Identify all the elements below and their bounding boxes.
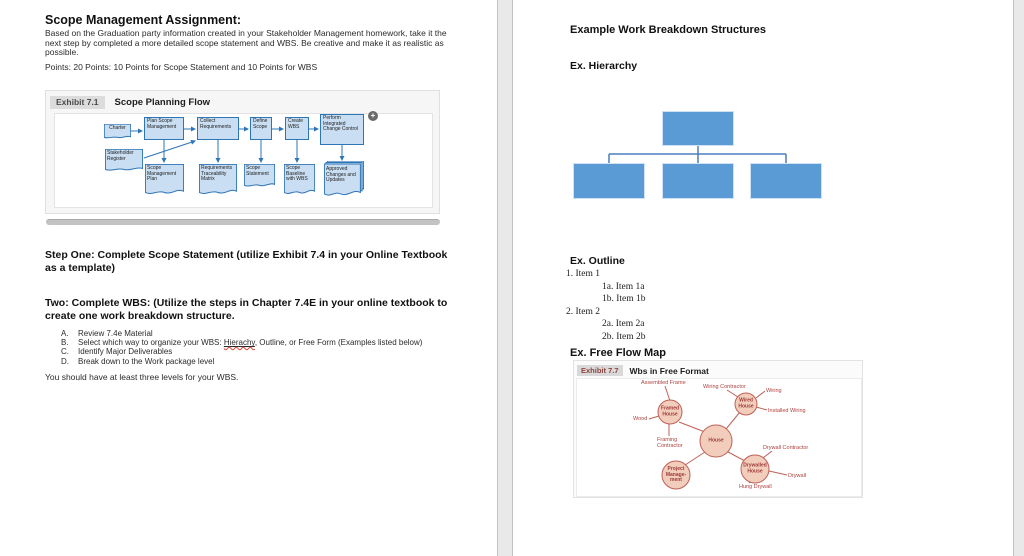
hierarchy-diagram: [561, 105, 851, 205]
outline-heading: Ex. Outline: [570, 255, 625, 267]
examples-title: Example Work Breakdown Structures: [570, 24, 767, 36]
exhibit-7-7-label: Exhibit 7.7: [577, 365, 623, 376]
outline-item: 2b. Item 2b: [602, 331, 646, 342]
scope-management-plan-doc: [145, 164, 184, 196]
stakeholder-register-label: Stakeholder Register: [107, 150, 134, 162]
list-marker: D.: [61, 356, 69, 366]
step-one-heading: Step One: Complete Scope Statement (utilize Exhibit 7.4 in your Online Textbook as a template): [45, 249, 448, 274]
wood-label: Wood: [633, 416, 648, 422]
step-two-heading: Two: Complete WBS: (Utilize the steps in Chapter 7.4E in your online textbook to create one work breakdown structure.: [45, 297, 448, 322]
hierarchy-child-box-2: [662, 163, 734, 199]
scope-statement-doc: [244, 164, 275, 188]
outline-item: 1. Item 1: [566, 269, 601, 279]
outline-item: 1b. Item 1b: [602, 294, 646, 305]
list-marker: B.: [61, 338, 69, 348]
outline-item: 2. Item 2: [566, 306, 601, 317]
exhibit-7-1-label: Exhibit 7.1: [50, 96, 105, 109]
misspelled-word: Hierachy: [223, 338, 255, 348]
expand-plus-button[interactable]: +: [368, 111, 378, 121]
requirements-traceability-matrix-label: Requirements Traceability Matrix: [201, 165, 233, 183]
scope-baseline-label: Scope Baseline with WBS: [286, 165, 308, 183]
list-text: Review 7.4e Material: [78, 329, 153, 338]
outline-list: [566, 268, 646, 344]
create-wbs-box: Create WBS: [285, 117, 309, 140]
assignment-intro: Based on the Graduation party information created in your Stakeholder Management homework, take it the next step by completed a more detailed scope statement and WBS. Be creative and make it as realistic as possible.: [45, 28, 447, 58]
exhibit-7-1-panel: [45, 90, 440, 214]
exhibit-7-7-title: Wbs in Free Format: [629, 365, 709, 376]
scope-management-plan-label: Scope Management Plan: [147, 165, 177, 183]
free-flow-map: [576, 378, 862, 497]
list-item-a: [61, 329, 486, 338]
exhibit-7-1-title: Scope Planning Flow: [114, 97, 211, 108]
scope-statement-label: Scope Statement: [246, 165, 269, 177]
wiring-label: Wiring: [766, 388, 782, 394]
hierarchy-child-box-3: [750, 163, 822, 199]
scope-baseline-doc: [284, 164, 315, 196]
horizontal-scrollbar[interactable]: [46, 219, 440, 225]
document-page-left: [0, 0, 498, 556]
stakeholder-register-node: [105, 149, 143, 172]
define-scope-box: Define Scope: [250, 117, 272, 140]
exhibit-7-7-panel: [573, 360, 863, 498]
list-item-d: [61, 357, 486, 366]
plan-scope-management-box: Plan Scope Management: [144, 117, 184, 140]
list-text: Identify Major Deliverables: [78, 347, 173, 357]
list-marker: A.: [61, 329, 69, 338]
assembled-frame-label: Assembled Frame: [641, 380, 686, 386]
list-text: Break down to the Work package level: [78, 356, 215, 366]
requirements-traceability-matrix-doc: [199, 164, 237, 196]
drywall-contractor-label: Drywall Contractor: [763, 445, 809, 451]
list-marker: C.: [61, 347, 69, 357]
outline-item: 2a. Item 2a: [602, 319, 645, 330]
assignment-title: Scope Management Assignment:: [45, 13, 242, 27]
wired-house-node-label: Wired House: [738, 397, 754, 409]
hierarchy-root-box: [662, 111, 734, 146]
installed-wiring-label: Installed Wiring: [768, 408, 806, 414]
approved-changes-doc-stack: [324, 161, 364, 198]
hierarchy-child-box-1: [573, 163, 645, 199]
framing-contractor-label: Framing Contractor: [657, 437, 683, 449]
hierarchy-heading: Ex. Hierarchy: [570, 60, 638, 72]
framed-house-node-label: Framed House: [660, 405, 680, 417]
house-node-label: House: [708, 437, 724, 444]
hung-drywall-label: Hung Drywall: [739, 484, 772, 490]
approved-changes-label: Approved Changes and Updates: [326, 166, 356, 184]
points-line: Points: 20 Points: 10 Points for Scope Statement and 10 Points for WBS: [45, 62, 318, 72]
list-item-b: [61, 338, 486, 347]
drywalled-house-node-label: Drywalled House: [743, 462, 767, 474]
drywall-label: Drywall: [788, 473, 807, 479]
freeflow-heading: Ex. Free Flow Map: [570, 347, 666, 359]
list-item-c: [61, 347, 486, 356]
levels-note: You should have at least three levels for your WBS.: [45, 372, 239, 382]
collect-requirements-box: Collect Requirements: [197, 117, 239, 140]
outline-item: 1a. Item 1a: [602, 281, 645, 292]
wbs-steps-list: [61, 329, 486, 366]
scope-planning-flow-diagram: [54, 113, 433, 208]
exhibit-7-1-header: [50, 95, 435, 110]
charter-node: [104, 124, 131, 139]
perform-integrated-change-control-box: Perform Integrated Change Control: [320, 114, 364, 145]
wiring-contractor-label: Wiring Contractor: [703, 384, 746, 390]
project-management-node-label: Project Manage- ment: [665, 465, 687, 483]
exhibit-7-7-header: [577, 364, 859, 377]
document-page-right: [512, 0, 1014, 556]
list-text: Select which way to organize your WBS: Hierachy, Outline, or Free Form (Examples listed below): [78, 338, 423, 348]
charter-label: Charter: [109, 125, 126, 131]
